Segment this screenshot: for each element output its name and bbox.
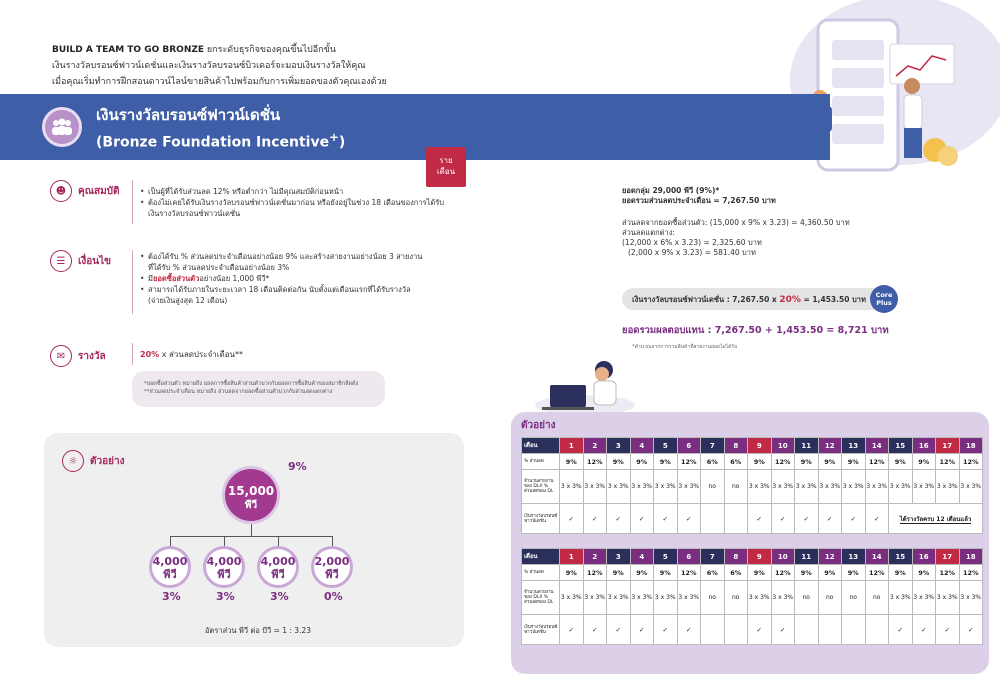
t1-month-6: 6	[677, 438, 701, 454]
t2-reward-17: ✓	[936, 615, 960, 645]
calc-group: ยอดกลุ่ม 29,000 พีวี (9%)*	[622, 186, 720, 195]
t2-reward-18: ✓	[959, 615, 983, 645]
reward-label: รางวัล	[78, 350, 106, 362]
t2-discount-18: 12%	[959, 565, 983, 581]
t1-discount-12: 9%	[818, 454, 842, 470]
conditions-bullet-1a: ต้องได้รับ % ส่วนลดประจำเดือนอย่างน้อย 9% และสร้างสายงานอย่างน้อย 3 สายงาน	[148, 252, 423, 261]
t1-month-3: 3	[607, 438, 631, 454]
t2-reward-8	[724, 615, 748, 645]
t2-lines-17: 3 x 3%	[936, 581, 960, 615]
t2-discount-9: 9%	[748, 565, 772, 581]
tree-branch	[170, 536, 332, 537]
t2-lines-18: 3 x 3%	[959, 581, 983, 615]
ratio-text: อัตราส่วน พีวี ต่อ บีวี = 1 : 3.23	[205, 626, 312, 635]
t2-lines-16: 3 x 3%	[912, 581, 936, 615]
t1-lines-2: 3 x 3%	[583, 470, 607, 504]
qualify-divider	[132, 180, 133, 224]
t1-discount-13: 9%	[842, 454, 866, 470]
t2-discount-5: 9%	[654, 565, 678, 581]
t2-discount-1: 9%	[560, 565, 584, 581]
t1-complete-note	[889, 504, 983, 534]
person-icon: ☻	[50, 180, 72, 202]
lightbulb-icon: ☼	[62, 450, 84, 472]
reward-desc: x ส่วนลดประจำเดือน**	[159, 350, 243, 359]
t2-lines-15: 3 x 3%	[889, 581, 913, 615]
calc-monthly-total: ยอดรวมส่วนลดประจำเดือน = 7,267.50 บาท	[622, 196, 776, 205]
reward-text	[140, 349, 243, 360]
t1-discount-14: 12%	[865, 454, 889, 470]
t1-lines-15: 3 x 3%	[889, 470, 913, 504]
tree-leg-1	[170, 536, 171, 546]
t1-discount-18: 12%	[959, 454, 983, 470]
banner-title-en-end: )	[338, 134, 346, 151]
calc-footnote: *คำนวณจากการรวมสินค้าที่สายงานย่อยไม่ได้รับ	[632, 344, 738, 350]
t1-reward-1: ✓	[560, 504, 584, 534]
example-table-2	[521, 548, 983, 645]
t2-reward-14	[865, 615, 889, 645]
reward-divider	[132, 343, 133, 365]
t1-lines-row	[522, 470, 983, 504]
t1-reward-11: ✓	[795, 504, 819, 534]
t1-discount-17: 12%	[936, 454, 960, 470]
t1-month-12: 12	[818, 438, 842, 454]
t2-reward-2: ✓	[583, 615, 607, 645]
t2-month-6: 6	[677, 549, 701, 565]
t2-reward-1: ✓	[560, 615, 584, 645]
calc-personal: ส่วนลดจากยอดซื้อส่วนตัว: (15,000 x 9% x 3.23) = 4,360.50 บาท	[622, 218, 850, 227]
t1-month-9: 9	[748, 438, 772, 454]
t2-lines-3: 3 x 3%	[607, 581, 631, 615]
t2-month-row	[522, 549, 983, 565]
t1-discount-11: 9%	[795, 454, 819, 470]
t2-month-label: เดือน	[522, 549, 560, 565]
t1-lines-11: 3 x 3%	[795, 470, 819, 504]
t2-discount-2: 12%	[583, 565, 607, 581]
t2-lines-8: no	[724, 581, 748, 615]
t1-month-18: 18	[959, 438, 983, 454]
t2-month-10: 10	[771, 549, 795, 565]
t2-lines-label: จำนวนสายงานของ DLX % ส่วนลดของ DL	[522, 581, 560, 615]
top-pct: 9%	[288, 460, 307, 473]
t1-reward-6: ✓	[677, 504, 701, 534]
t1-lines-18: 3 x 3%	[959, 470, 983, 504]
top-unit: พีวี	[244, 500, 258, 511]
t1-reward-14: ✓	[865, 504, 889, 534]
t1-lines-4: 3 x 3%	[630, 470, 654, 504]
badge-line1: ราย	[439, 156, 453, 165]
t2-reward-row	[522, 615, 983, 645]
t2-lines-12: no	[818, 581, 842, 615]
t2-discount-label: % ส่วนลด	[522, 565, 560, 581]
pill-pct: 20%	[779, 295, 801, 305]
banner-title-en-sup: +	[329, 130, 339, 144]
conditions-list	[140, 251, 422, 306]
downline-2-value: 4,000	[206, 555, 242, 568]
t1-reward-8	[724, 504, 748, 534]
t1-discount-9: 9%	[748, 454, 772, 470]
t2-month-18: 18	[959, 549, 983, 565]
t2-discount-11: 9%	[795, 565, 819, 581]
example-label: ตัวอย่าง	[90, 455, 125, 467]
t2-discount-6: 12%	[677, 565, 701, 581]
t1-discount-7: 6%	[701, 454, 725, 470]
calc-block	[622, 186, 850, 258]
note-1: *ยอดซื้อส่วนตัว หมายถึง ยอดการซื้อสินค้าส่วนตัวบวกกับยอดการซื้อสินค้าของสมาชิกลีดดัง	[144, 381, 359, 387]
intro-line1: ยกระดับธุรกิจของคุณขึ้นไปอีกขั้น	[204, 45, 336, 55]
t1-discount-6: 12%	[677, 454, 701, 470]
downline-4-pct: 0%	[324, 590, 343, 603]
t1-lines-17: 3 x 3%	[936, 470, 960, 504]
conditions-divider	[132, 250, 133, 314]
conditions-bullet-1	[140, 251, 422, 273]
t2-reward-5: ✓	[654, 615, 678, 645]
t1-lines-label: จำนวนสายงานของ DLX % ส่วนลดของ DL	[522, 470, 560, 504]
t1-reward-9: ✓	[748, 504, 772, 534]
calc-diff-1: (12,000 x 6% x 3.23) = 2,325.60 บาท	[622, 238, 762, 247]
reward-heading	[50, 345, 106, 367]
downline-4-value: 2,000	[314, 555, 350, 568]
t2-discount-14: 12%	[865, 565, 889, 581]
intro-text	[52, 42, 432, 90]
t2-reward-6: ✓	[677, 615, 701, 645]
conditions-bullet-3b: (จ่ายเงินสูงสุด 12 เดือน)	[148, 296, 228, 305]
qualify-label: คุณสมบัติ	[78, 185, 120, 197]
t2-discount-15: 9%	[889, 565, 913, 581]
t1-discount-10: 12%	[771, 454, 795, 470]
t2-month-15: 15	[889, 549, 913, 565]
t1-lines-8: no	[724, 470, 748, 504]
t2-reward-13	[842, 615, 866, 645]
t2-month-2: 2	[583, 549, 607, 565]
t2-discount-17: 12%	[936, 565, 960, 581]
t2-discount-3: 9%	[607, 565, 631, 581]
t2-month-3: 3	[607, 549, 631, 565]
t2-month-12: 12	[818, 549, 842, 565]
t1-month-4: 4	[630, 438, 654, 454]
t2-reward-9: ✓	[748, 615, 772, 645]
t2-month-14: 14	[865, 549, 889, 565]
t2-month-11: 11	[795, 549, 819, 565]
t2-reward-15: ✓	[889, 615, 913, 645]
t2-lines-11: no	[795, 581, 819, 615]
t2-lines-7: no	[701, 581, 725, 615]
downline-1-unit: พีวี	[163, 568, 177, 581]
t1-complete-note-text: ได้รางวัลครบ 12 เดือนแล้ว	[899, 515, 972, 523]
t1-reward-4: ✓	[630, 504, 654, 534]
t1-reward-12: ✓	[818, 504, 842, 534]
calc-diff-label: ส่วนลดแตกต่าง:	[622, 228, 675, 237]
example-heading	[62, 450, 124, 472]
t1-discount-label: % ส่วนลด	[522, 454, 560, 470]
pill-post: = 1,453.50 บาท	[800, 295, 866, 304]
t1-lines-16: 3 x 3%	[912, 470, 936, 504]
coreplus-line2: Plus	[876, 299, 892, 307]
tables-heading: ตัวอย่าง	[521, 420, 556, 431]
intro-line3: เมื่อคุณเริ่มทำการฝึกสอนดาวน์ไลน์ขายสินค้าไปพร้อมกับการเพิ่มยอดของตัวคุณเองด้วย	[52, 77, 387, 87]
t1-month-5: 5	[654, 438, 678, 454]
t1-reward-2: ✓	[583, 504, 607, 534]
t2-lines-6: 3 x 3%	[677, 581, 701, 615]
t2-reward-16: ✓	[912, 615, 936, 645]
t2-reward-label: เงินรางวัลบรอนซ์ฟาวน์เดชั่น	[522, 615, 560, 645]
note-2: **ส่วนลดประจำเดือน หมายถึง ส่วนลดจากยอดซื้อส่วนตัวบวกกับส่วนลดแตกต่าง	[144, 389, 333, 395]
t1-discount-5: 9%	[654, 454, 678, 470]
t1-month-16: 16	[912, 438, 936, 454]
downline-3-value: 4,000	[260, 555, 296, 568]
coreplus-line1: Core	[875, 291, 893, 299]
t1-lines-12: 3 x 3%	[818, 470, 842, 504]
t1-reward-3: ✓	[607, 504, 631, 534]
t1-month-2: 2	[583, 438, 607, 454]
t1-reward-10: ✓	[771, 504, 795, 534]
conditions-heading	[50, 250, 111, 272]
t2-discount-7: 6%	[701, 565, 725, 581]
t1-reward-13: ✓	[842, 504, 866, 534]
t1-discount-4: 9%	[630, 454, 654, 470]
t2-month-13: 13	[842, 549, 866, 565]
reward-pct: 20%	[140, 350, 160, 359]
downline-1-pct: 3%	[162, 590, 181, 603]
t2-lines-10: 3 x 3%	[771, 581, 795, 615]
t2-reward-11	[795, 615, 819, 645]
downline-circle-1	[149, 546, 191, 588]
conditions-bullet-2-pre: มี	[148, 274, 153, 283]
t1-lines-14: 3 x 3%	[865, 470, 889, 504]
downline-circle-4	[311, 546, 353, 588]
team-icon	[42, 107, 82, 147]
t1-month-17: 17	[936, 438, 960, 454]
downline-4-unit: พีวี	[325, 568, 339, 581]
t1-discount-15: 9%	[889, 454, 913, 470]
t2-lines-1: 3 x 3%	[560, 581, 584, 615]
t2-month-9: 9	[748, 549, 772, 565]
tree-leg-4	[332, 536, 333, 546]
checklist-icon: ☰	[50, 250, 72, 272]
t2-reward-7	[701, 615, 725, 645]
total-earnings: ยอดรวมผลตอบแทน : 7,267.50 + 1,453.50 = 8,721 บาท	[622, 325, 889, 336]
t2-reward-4: ✓	[630, 615, 654, 645]
t1-lines-1: 3 x 3%	[560, 470, 584, 504]
monthly-badge	[426, 147, 466, 187]
t2-lines-5: 3 x 3%	[654, 581, 678, 615]
t1-reward-5: ✓	[654, 504, 678, 534]
t1-lines-5: 3 x 3%	[654, 470, 678, 504]
t1-discount-3: 9%	[607, 454, 631, 470]
intro-line2: เงินรางวัลบรอนซ์ฟาวน์เดชั่นและเงินรางวัลบรอนซ์บิวเดอร์จะมอบเงินรางวัลให้คุณ	[52, 61, 366, 71]
t2-month-17: 17	[936, 549, 960, 565]
t1-discount-16: 9%	[912, 454, 936, 470]
t1-discount-8: 6%	[724, 454, 748, 470]
t2-discount-12: 9%	[818, 565, 842, 581]
t2-reward-3: ✓	[607, 615, 631, 645]
top-sponsor-circle	[222, 466, 280, 524]
banner-title-en-text: (Bronze Foundation Incentive	[96, 134, 330, 151]
t2-lines-row	[522, 581, 983, 615]
tree-leg-3	[278, 536, 279, 546]
qualify-bullet-1: • เป็นผู้ที่ได้รับส่วนลด 12% หรือต่ำกว่า ไม่มีคุณสมบัติก่อนหน้า	[140, 186, 444, 197]
t1-lines-10: 3 x 3%	[771, 470, 795, 504]
calc-diff-2: (2,000 x 9% x 3.23) = 581.40 บาท	[628, 248, 756, 257]
t2-reward-10: ✓	[771, 615, 795, 645]
t1-month-1: 1	[560, 438, 584, 454]
t1-discount-2: 12%	[583, 454, 607, 470]
t1-month-10: 10	[771, 438, 795, 454]
t2-month-4: 4	[630, 549, 654, 565]
qualify-bullet-2	[140, 197, 444, 219]
downline-3-pct: 3%	[270, 590, 289, 603]
notes-box	[132, 371, 385, 407]
conditions-bullet-2-highlight: ยอดซื้อส่วนตัว	[152, 274, 200, 283]
conditions-bullet-2-post: อย่างน้อย 1,000 พีวี*	[199, 274, 270, 283]
qualify-bullet-2b: เงินรางวัลบรอนซ์ฟาวน์เดชั่น	[148, 209, 241, 218]
t1-month-11: 11	[795, 438, 819, 454]
conditions-bullet-2	[140, 273, 422, 284]
t1-month-14: 14	[865, 438, 889, 454]
t2-discount-4: 9%	[630, 565, 654, 581]
t2-discount-13: 9%	[842, 565, 866, 581]
t1-lines-9: 3 x 3%	[748, 470, 772, 504]
t1-month-7: 7	[701, 438, 725, 454]
top-value: 15,000	[227, 484, 275, 498]
downline-2-pct: 3%	[216, 590, 235, 603]
t1-month-label: เดือน	[522, 438, 560, 454]
t1-lines-6: 3 x 3%	[677, 470, 701, 504]
conditions-bullet-3	[140, 284, 422, 306]
t1-reward-7	[701, 504, 725, 534]
coreplus-badge	[870, 285, 898, 313]
t1-month-15: 15	[889, 438, 913, 454]
badge-line2: เดือน	[436, 167, 456, 176]
man-laptop-illustration	[530, 355, 640, 415]
t2-lines-14: no	[865, 581, 889, 615]
t2-month-8: 8	[724, 549, 748, 565]
conditions-label: เงื่อนไข	[78, 255, 112, 267]
t2-lines-4: 3 x 3%	[630, 581, 654, 615]
t2-lines-9: 3 x 3%	[748, 581, 772, 615]
t2-month-1: 1	[560, 549, 584, 565]
intro-brand: BUILD A TEAM TO GO BRONZE	[52, 45, 205, 55]
t1-month-13: 13	[842, 438, 866, 454]
banner-title-en	[96, 130, 345, 151]
t1-lines-7: no	[701, 470, 725, 504]
t1-lines-13: 3 x 3%	[842, 470, 866, 504]
t2-month-5: 5	[654, 549, 678, 565]
t2-discount-10: 12%	[771, 565, 795, 581]
t2-discount-row	[522, 565, 983, 581]
t1-reward-row	[522, 504, 983, 534]
qualify-heading	[50, 180, 120, 202]
downline-circle-2	[203, 546, 245, 588]
t2-month-7: 7	[701, 549, 725, 565]
t2-discount-16: 9%	[912, 565, 936, 581]
qualify-bullet-2a: ต้องไม่เคยได้รับเงินรางวัลบรอนซ์ฟาวน์เดชั่นมาก่อน หรือยังอยู่ในช่วง 18 เดือนของการได้รับ	[148, 198, 445, 207]
t1-lines-3: 3 x 3%	[607, 470, 631, 504]
t1-discount-row	[522, 454, 983, 470]
t2-month-16: 16	[912, 549, 936, 565]
downline-2-unit: พีวี	[217, 568, 231, 581]
downline-1-value: 4,000	[152, 555, 188, 568]
t1-reward-label: เงินรางวัลบรอนซ์ฟาวน์เดชั่น	[522, 504, 560, 534]
t1-discount-1: 9%	[560, 454, 584, 470]
example-table-1	[521, 437, 983, 534]
t2-lines-2: 3 x 3%	[583, 581, 607, 615]
megaphone-icon: ✉	[50, 345, 72, 367]
pill-pre: เงินรางวัลบรอนซ์ฟาวน์เดชั่น : 7,267.50 x	[632, 295, 780, 304]
t1-month-8: 8	[724, 438, 748, 454]
downline-circle-3	[257, 546, 299, 588]
t1-month-row	[522, 438, 983, 454]
banner-title-th: เงินรางวัลบรอนซ์ฟาวน์เดชั่น	[96, 106, 281, 124]
t2-reward-12	[818, 615, 842, 645]
downline-3-unit: พีวี	[271, 568, 285, 581]
tree-stem	[251, 524, 252, 536]
tree-leg-2	[224, 536, 225, 546]
incentive-pill	[622, 288, 894, 310]
t2-lines-13: no	[842, 581, 866, 615]
conditions-bullet-3a: สามารถได้รับภายในระยะเวลา 18 เดือนติดต่อกัน นับตั้งแต่เดือนแรกที่ได้รับรางวัล	[148, 285, 411, 294]
qualify-list	[140, 186, 444, 219]
t2-discount-8: 6%	[724, 565, 748, 581]
conditions-bullet-1b: ที่ได้รับ % ส่วนลดประจำเดือนอย่างน้อย 3%	[148, 263, 290, 272]
